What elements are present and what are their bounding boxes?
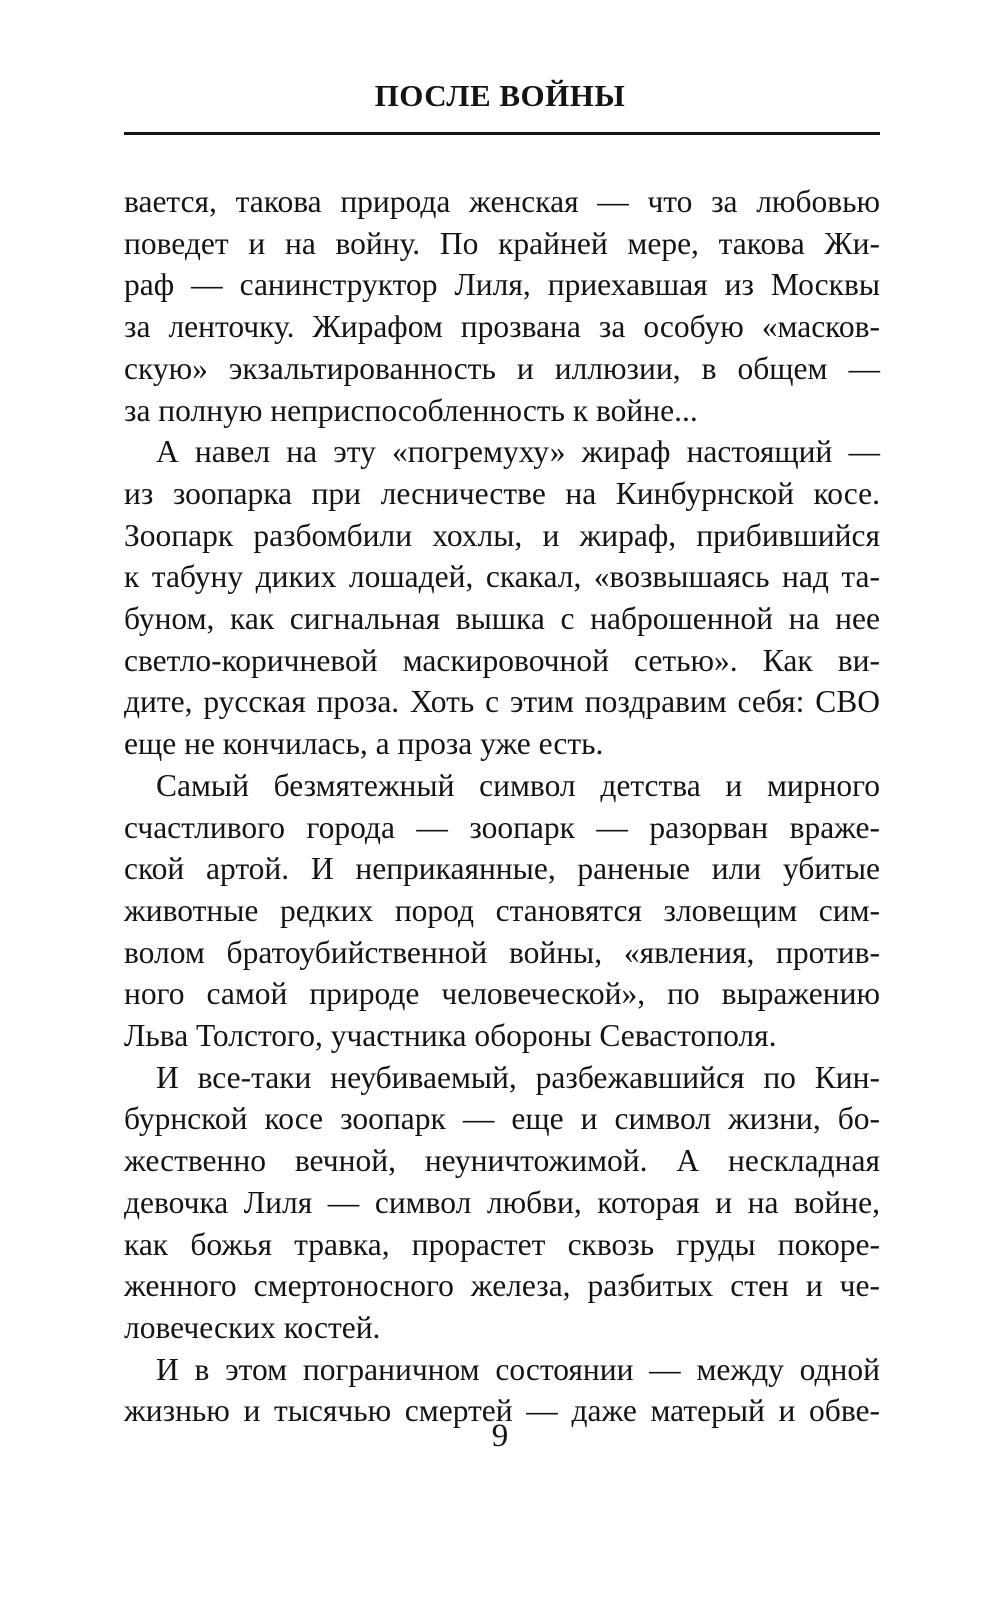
text-line: волом братоубийственной войны, «явления, против-: [124, 934, 880, 970]
text-line: счастливого города — зоопарк — разорван враже-: [124, 809, 880, 845]
text-line: поведет и на войну. По крайней мере, такова Жи-: [124, 225, 880, 261]
running-head: ПОСЛЕ ВОЙНЫ: [374, 78, 626, 113]
text-line: ловеческих костей.: [124, 1309, 381, 1345]
text-line: девочка Лиля — символ любви, которая и на войне,: [124, 1184, 880, 1220]
text-line: как божья травка, прорастет сквозь груды покоре-: [124, 1226, 880, 1262]
text-line: за полную неприспособленность к войне...: [124, 392, 698, 428]
text-line: вается, такова природа женская — что за любовью: [124, 184, 880, 219]
text-line: раф — санинструктор Лиля, приехавшая из Москвы: [124, 267, 880, 303]
header-rule: [124, 132, 880, 135]
text-line: Самый безмятежный символ детства и мирного: [156, 767, 880, 803]
text-line: буном, как сигнальная вышка с наброшенной на нее: [124, 601, 880, 637]
text-line: светло-коричневой маскировочной сетью». Как ви-: [124, 642, 880, 678]
text-line: за ленточку. Жирафом прозвана за особую «масков-: [124, 309, 880, 345]
text-line: жественно вечной, неуничтожимой. А нескладная: [124, 1143, 880, 1179]
text-line: женного смертоносного железа, разбитых стен и че-: [124, 1268, 880, 1304]
text-line: ного самой природе человеческой», по выражению: [124, 976, 880, 1012]
text-line: скую» экзальтированность и иллюзии, в общем —: [124, 350, 880, 386]
text-line: дите, русская проза. Хоть с этим поздравим себя: СВО: [124, 684, 880, 720]
text-line: А навел на эту «погремуху» жираф настоящий —: [156, 434, 880, 470]
body-text: [124, 181, 880, 1432]
text-line: животные редких пород становятся зловещим сим-: [124, 892, 880, 928]
text-line: из зоопарка при лесничестве на Кинбурнской косе.: [124, 475, 880, 511]
text-line: Льва Толстого, участника обороны Севастополя.: [124, 1018, 777, 1054]
text-line: И в этом пограничном состоянии — между одной: [156, 1351, 880, 1387]
text-line: И все-таки неубиваемый, разбежавшийся по Кин-: [156, 1059, 880, 1095]
text-line: бурнской косе зоопарк — еще и символ жизни, бо-: [124, 1101, 880, 1137]
text-line: жизнью и тысячью смертей — даже матерый и обве-: [124, 1393, 880, 1429]
text-line: еще не кончилась, а проза уже есть.: [124, 726, 604, 762]
text-line: к табуну диких лошадей, скакал, «возвышаясь над та-: [124, 559, 880, 595]
text-line: ской артой. И неприкаянные, раненые или убитые: [124, 851, 880, 887]
text-line: Зоопарк разбомбили хохлы, и жираф, прибившийся: [124, 517, 880, 553]
page-number: 9: [491, 1418, 509, 1454]
